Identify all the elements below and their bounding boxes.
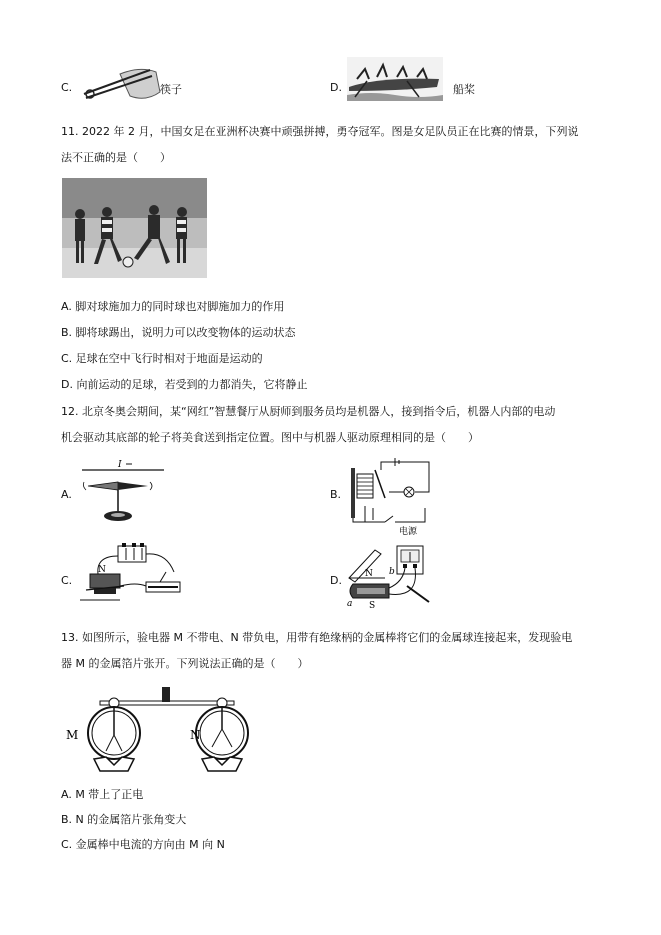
figa-current-label: I: [118, 460, 122, 470]
q10-option-d-text: 船桨: [453, 83, 475, 96]
figc-pole-label: N: [98, 565, 106, 575]
q11-option-d: D. 向前运动的足球，若受到的力都消失，它将静止: [61, 378, 308, 391]
q13-stem-line1: 13. 如图所示，验电器 M 不带电、N 带负电，用带有绝缘柄的金属棒将它们的金属球连接起来，发现验电: [61, 631, 573, 644]
q12-option-c-letter: C.: [61, 574, 73, 587]
figd-a-label: a: [347, 599, 353, 609]
soccer-match-photo: [62, 178, 207, 278]
chopsticks-image: [80, 62, 162, 104]
q11-option-a: A. 脚对球施加力的同时球也对脚施加力的作用: [61, 300, 285, 313]
q11-option-c: C. 足球在空中飞行时相对于地面是运动的: [61, 352, 263, 365]
q12-option-a-letter: A.: [61, 488, 72, 501]
electroscope-figure: [62, 683, 262, 775]
q12-stem-line1: 12. 北京冬奥会期间，某“网红”智慧餐厅从厨师到服务员均是机器人，接到指令后，机器人内部的电动: [61, 405, 556, 418]
q13-option-b: B. N 的金属箔片张角变大: [61, 813, 187, 826]
q12-option-b-letter: B.: [330, 488, 342, 501]
q11-option-b: B. 脚将球踢出，说明力可以改变物体的运动状态: [61, 326, 296, 339]
q12-option-d-letter: D.: [330, 574, 342, 587]
q12-stem-line2: 机会驱动其底部的轮子将美食送到指定位置。图中与机器人驱动原理相同的是（ ）: [61, 431, 479, 444]
q10-option-c-letter: C.: [61, 81, 73, 94]
q11-stem-line2: 法不正确的是（ ）: [61, 151, 171, 164]
q11-stem-line1: 11. 2022 年 2 月，中国女足在亚洲杯决赛中顽强拼搏，勇夺冠军。图是女足队员正在比赛的情景，下列说: [61, 125, 579, 138]
figd-n-label: N: [365, 569, 373, 579]
magnet-galvanometer-figure: [345, 542, 435, 610]
q13-option-c: C. 金属棒中电流的方向由 M 向 N: [61, 838, 225, 851]
figd-b-label: b: [389, 567, 395, 577]
q13-stem-line2: 器 M 的金属箔片张开。下列说法正确的是（ ）: [61, 657, 309, 670]
q13-option-a: A. M 带上了正电: [61, 788, 144, 801]
electroscope-m-label: M: [66, 728, 79, 742]
oersted-experiment-figure: [78, 458, 168, 526]
q10-option-d-letter: D.: [330, 81, 342, 94]
relay-circuit-figure: [345, 458, 435, 537]
q10-option-c-text: 筷子: [160, 83, 182, 96]
magnet-coil-battery-figure: [76, 542, 186, 608]
boat-oar-image: [347, 57, 443, 101]
electroscope-n-label: N: [190, 728, 201, 742]
figb-power-label: 电源: [399, 527, 418, 537]
figd-s-label: S: [369, 601, 376, 611]
